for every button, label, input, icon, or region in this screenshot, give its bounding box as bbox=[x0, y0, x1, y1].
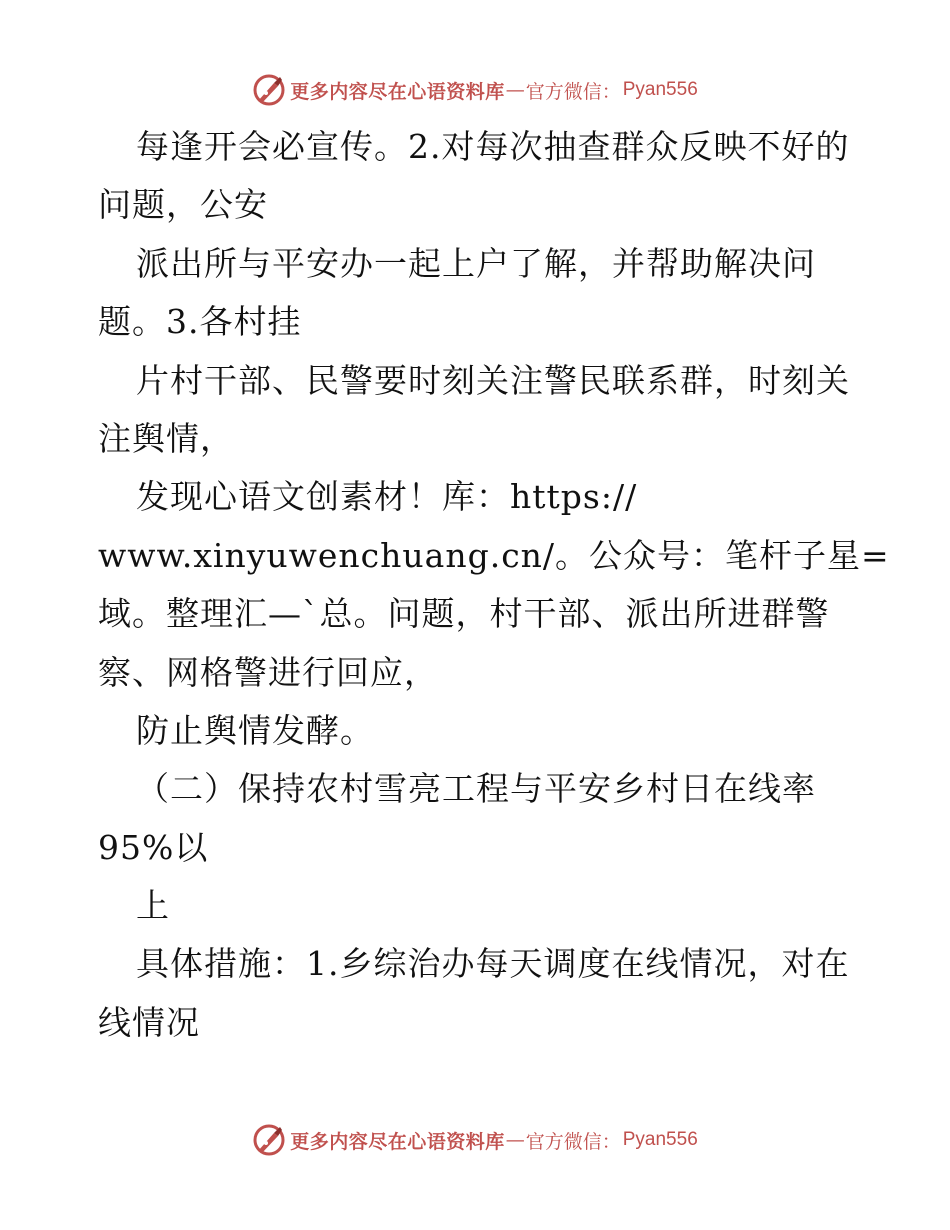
header-wechat-label: 官方微信： bbox=[525, 80, 621, 103]
pen-logo-icon bbox=[252, 73, 286, 107]
footer-banner bbox=[0, 1120, 950, 1160]
document-body bbox=[98, 118, 890, 1052]
text-line: （二）保持农村雪亮工程与平安乡村日在线率 bbox=[136, 769, 816, 809]
text-line: 防止舆情发酵。 bbox=[136, 710, 374, 750]
header-separator: — bbox=[505, 79, 525, 101]
text-line: 片村干部、民警要时刻关注警民联系群，时刻关 bbox=[136, 360, 850, 400]
text-line: 注舆情， bbox=[98, 418, 234, 458]
text-line: 问题，公安 bbox=[98, 185, 268, 225]
text-line: 派出所与平安办一起上户了解，并帮助解决问 bbox=[136, 243, 816, 283]
footer-wechat-id: Pyan556 bbox=[622, 1129, 698, 1150]
footer-brand-text: 更多内容尽在心语资料库 bbox=[290, 1130, 505, 1153]
text-line: 题。3.各村挂 bbox=[98, 302, 302, 342]
text-line: 每逢开会必宣传。2.对每次抽查群众反映不好的 bbox=[136, 127, 850, 166]
header-banner bbox=[0, 70, 950, 110]
footer-separator: — bbox=[505, 1129, 525, 1151]
text-line: 域。整理汇—`总。问题，村干部、派出所进群警 bbox=[98, 594, 830, 634]
text-line: www.xinyuwenchuang.cn/。公众号：笔杆子星= bbox=[98, 535, 890, 575]
text-line: 上 bbox=[136, 886, 170, 926]
text-line: 发现心语文创素材！库：https:// bbox=[136, 477, 638, 517]
text-line: 察、网格警进行回应， bbox=[98, 652, 438, 692]
header-wechat-id: Pyan556 bbox=[622, 79, 698, 100]
header-brand-text: 更多内容尽在心语资料库 bbox=[290, 80, 505, 103]
text-line: 具体措施：1.乡综治办每天调度在线情况，对在 bbox=[136, 944, 850, 984]
text-line: 95%以 bbox=[98, 827, 209, 867]
text-line: 线情况 bbox=[98, 1002, 200, 1042]
pen-logo-icon bbox=[252, 1123, 286, 1157]
footer-wechat-label: 官方微信： bbox=[525, 1130, 621, 1153]
